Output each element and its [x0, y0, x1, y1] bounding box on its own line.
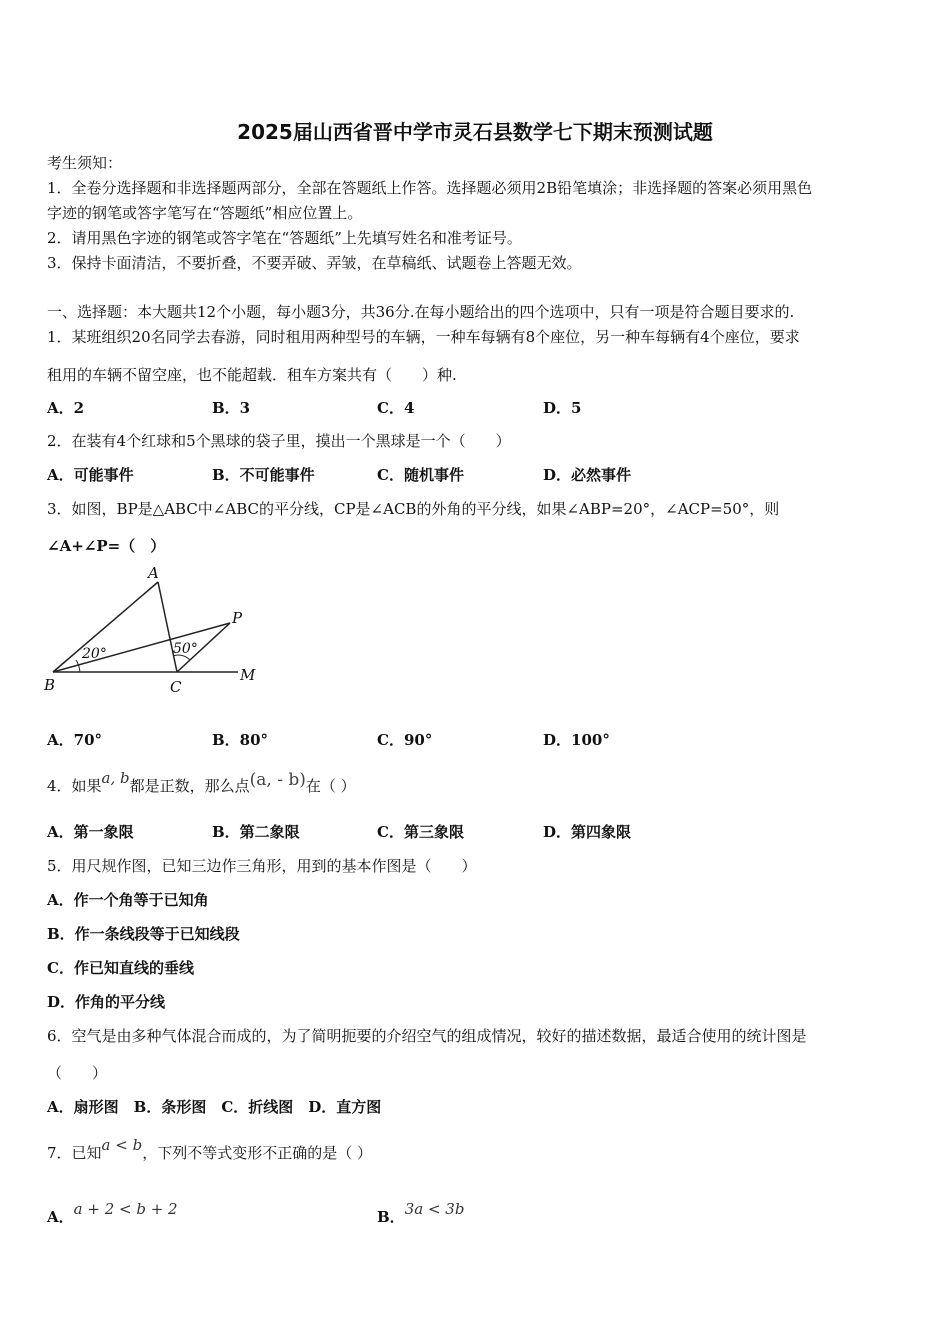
q4-middle: 都是正数，那么点: [129, 777, 250, 795]
label-m: M: [240, 666, 256, 684]
q2-option-b: B．不可能事件: [212, 466, 315, 484]
q1-option-b: B．3: [212, 399, 251, 417]
q1-option-a: A．2: [47, 399, 85, 417]
question-3-line-1: 3．如图，BP是△ABC中∠ABC的平分线，CP是∠ACB的外角的平分线，如果∠ABP=20°，∠ACP=50°，则: [47, 500, 780, 518]
q2-option-d: D．必然事件: [543, 466, 632, 484]
q4-option-b: B．第二象限: [212, 823, 300, 841]
question-2: 2．在装有4个红球和5个黑球的袋子里，摸出一个黑球是一个（ ）: [47, 432, 511, 450]
q4-option-a: A．第一象限: [47, 823, 134, 841]
q4-option-c: C．第三象限: [377, 823, 464, 841]
q7-option-a-math: a + 2 < b + 2: [73, 1200, 178, 1218]
question-5: 5．用尺规作图，已知三边作三角形，用到的基本作图是（ ）: [47, 857, 477, 875]
q7-option-b: [377, 1200, 465, 1227]
label-p: P: [232, 609, 243, 627]
q7-option-b-label: B．: [377, 1208, 405, 1226]
question-3-line-2: ∠A+∠P=（ ）: [47, 537, 166, 555]
q5-option-c: C．作已知直线的垂线: [47, 959, 194, 977]
notice-heading: 考生须知：: [47, 154, 123, 172]
angle-label-20: 20°: [82, 646, 107, 662]
q5-option-d: D．作角的平分线: [47, 993, 166, 1011]
segment-ac: [158, 582, 177, 672]
question-6-line-1: 6．空气是由多种气体混合而成的，为了简明扼要的介绍空气的组成情况，较好的描述数据，最适合使用的统计图是: [47, 1027, 807, 1045]
question-7: [47, 1136, 372, 1163]
question-1-line-1: 1．某班组织20名同学去春游，同时租用两种型号的车辆，一种车每辆有8个座位，另一种车每辆有4个座位，要求: [47, 328, 800, 346]
q1-option-d: D．5: [543, 399, 582, 417]
q7-condition: a < b: [101, 1136, 143, 1154]
q2-option-a: A．可能事件: [47, 466, 134, 484]
question-6-line-2: （ ）: [47, 1064, 108, 1082]
q3-option-c: C．90°: [377, 731, 433, 749]
section-heading: 一、选择题：本大题共12个小题，每小题3分，共36分.在每小题给出的四个选项中，只有一项是符合题目要求的.: [47, 303, 795, 321]
q4-suffix: 在（ ）: [305, 777, 356, 795]
label-c: C: [170, 678, 182, 696]
q5-option-a: A．作一个角等于已知角: [47, 891, 209, 909]
q3-option-b: B．80°: [212, 731, 269, 749]
q7-prefix: 7．已知: [47, 1144, 102, 1162]
notice-item-1-line-1: 1．全卷分选择题和非选择题两部分，全部在答题纸上作答。选择题必须用2B铅笔填涂；非选择题的答案必须用黑色: [47, 179, 813, 197]
notice-item-2: 2．请用黑色字迹的钢笔或答字笔在“答题纸”上先填写姓名和准考证号。: [47, 229, 522, 247]
label-b: B: [44, 676, 56, 694]
q2-option-c: C．随机事件: [377, 466, 464, 484]
q4-prefix: 4．如果: [47, 777, 102, 795]
notice-item-1-line-2: 字迹的钢笔或答字笔写在“答题纸”相应位置上。: [47, 204, 363, 222]
q7-option-a: [47, 1200, 178, 1227]
question-4: [47, 769, 356, 796]
label-a: A: [148, 564, 159, 582]
notice-item-3: 3．保持卡面清洁，不要折叠，不要弄破、弄皱，在草稿纸、试题卷上答题无效。: [47, 254, 582, 272]
q4-var-ab: a, b: [101, 769, 130, 787]
q1-option-c: C．4: [377, 399, 415, 417]
q6-options: A．扇形图 B．条形图 C．折线图 D．直方图: [47, 1098, 382, 1116]
question-1-line-2: 租用的车辆不留空座，也不能超载．租车方案共有（ ）种.: [47, 366, 457, 384]
q5-option-b: B．作一条线段等于已知线段: [47, 925, 240, 943]
q4-option-d: D．第四象限: [543, 823, 632, 841]
q7-option-b-math: 3a < 3b: [404, 1200, 465, 1218]
q7-suffix: ，下列不等式变形不正确的是（ ）: [142, 1144, 372, 1162]
triangle-figure: [40, 560, 270, 700]
q3-option-a: A．70°: [47, 731, 103, 749]
page-title: 2025届山西省晋中学市灵石县数学七下期末预测试题: [237, 120, 713, 144]
q4-point: (a, - b): [249, 770, 306, 790]
q3-option-d: D．100°: [543, 731, 610, 749]
angle-label-50: 50°: [173, 641, 198, 657]
q7-option-a-label: A．: [47, 1208, 74, 1226]
